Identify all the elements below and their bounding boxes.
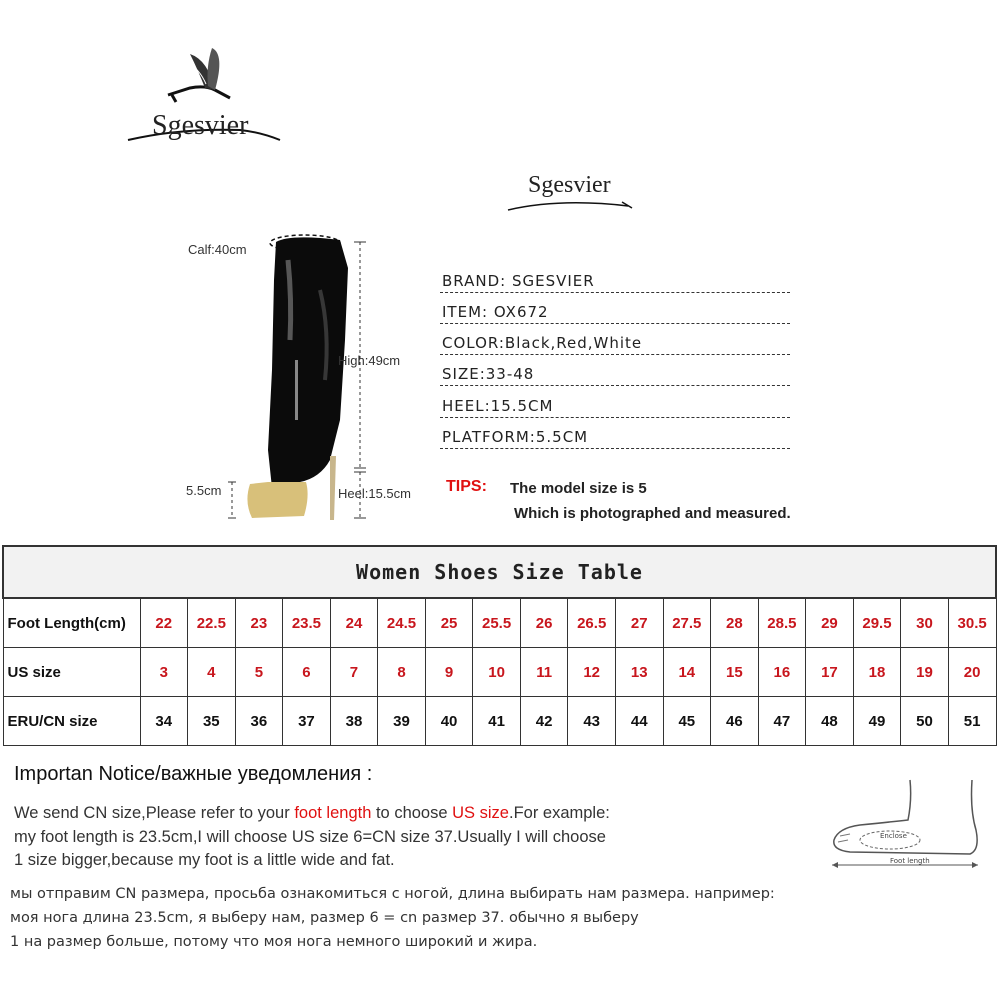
brand-logo-small [500, 170, 640, 220]
size-cell: 13 [615, 648, 663, 697]
size-cell: 24 [330, 598, 378, 648]
heel-label: Heel:15.5cm [338, 486, 411, 501]
logo-text-small: Sgesvier [528, 172, 611, 198]
size-cell: 40 [425, 697, 473, 746]
size-cell: 20 [948, 648, 996, 697]
platform-label: 5.5cm [186, 483, 222, 498]
size-cell: 37 [283, 697, 331, 746]
table-row [3, 648, 996, 697]
size-cell: 51 [948, 697, 996, 746]
size-cell: 3 [140, 648, 188, 697]
size-cell: 8 [378, 648, 426, 697]
row-label: ERU/CN size [3, 697, 140, 746]
size-cell: 35 [188, 697, 236, 746]
size-cell: 49 [853, 697, 901, 746]
size-cell: 28.5 [758, 598, 806, 648]
size-cell: 4 [188, 648, 236, 697]
size-cell: 41 [473, 697, 521, 746]
size-cell: 28 [711, 598, 759, 648]
size-cell: 25 [425, 598, 473, 648]
tips-text: The model size is 5 [510, 480, 647, 497]
height-label: High:49cm [338, 353, 401, 368]
size-cell: 29 [806, 598, 854, 648]
size-cell: 34 [140, 697, 188, 746]
size-cell: 25.5 [473, 598, 521, 648]
size-cell: 11 [520, 648, 568, 697]
size-cell: 7 [330, 648, 378, 697]
notice-ru-line-3: 1 на размер больше, потому что моя нога немного широкий и жира. [10, 934, 538, 950]
tips-text-2: Which is photographed and measured. [514, 505, 791, 522]
foot-length-label: Foot length [890, 857, 930, 865]
size-cell: 46 [711, 697, 759, 746]
row-label: Foot Length(cm) [3, 598, 140, 648]
size-cell: 39 [378, 697, 426, 746]
size-cell: 36 [235, 697, 283, 746]
size-cell: 10 [473, 648, 521, 697]
size-cell: 9 [425, 648, 473, 697]
size-cell: 14 [663, 648, 711, 697]
enclose-label: Enclose [880, 832, 907, 840]
table-row [3, 598, 996, 648]
size-cell: 38 [330, 697, 378, 746]
spec-color: COLOR:Black,Red,White [440, 332, 790, 360]
spec-heel: HEEL:15.5CM [440, 395, 790, 423]
size-cell: 45 [663, 697, 711, 746]
size-cell: 26.5 [568, 598, 616, 648]
notice-line-3: 1 size bigger,because my foot is a little wide and fat. [14, 851, 395, 869]
size-table [2, 545, 997, 746]
size-cell: 48 [806, 697, 854, 746]
notice-ru-line-2: моя нога длина 23.5cm, я выберу нам, размер 6 = cn размер 37. обычно я выберу [10, 910, 639, 926]
butterfly-heel-icon [120, 40, 290, 160]
size-cell: 30.5 [948, 598, 996, 648]
size-cell: 5 [235, 648, 283, 697]
size-cell: 30 [901, 598, 949, 648]
size-cell: 47 [758, 697, 806, 746]
size-cell: 18 [853, 648, 901, 697]
size-cell: 6 [283, 648, 331, 697]
highlight-foot-length: foot length [294, 804, 372, 822]
size-cell: 22 [140, 598, 188, 648]
size-cell: 50 [901, 697, 949, 746]
table-row [3, 697, 996, 746]
size-cell: 27.5 [663, 598, 711, 648]
spec-item: ITEM: OX672 [440, 301, 790, 329]
size-table-title: Women Shoes Size Table [3, 546, 996, 598]
notice-title: Importan Notice/важные уведомления : [14, 763, 373, 785]
size-cell: 19 [901, 648, 949, 697]
size-cell: 22.5 [188, 598, 236, 648]
swoosh-icon [500, 170, 640, 220]
spec-size: SIZE:33-48 [440, 363, 790, 391]
size-cell: 12 [568, 648, 616, 697]
spec-brand: BRAND: SGESVIER [440, 270, 790, 298]
size-cell: 44 [615, 697, 663, 746]
row-label: US size [3, 648, 140, 697]
logo-text: Sgesvier [152, 110, 249, 141]
highlight-us-size: US size [452, 804, 509, 822]
size-cell: 23 [235, 598, 283, 648]
size-cell: 43 [568, 697, 616, 746]
size-cell: 27 [615, 598, 663, 648]
size-cell: 15 [711, 648, 759, 697]
size-cell: 42 [520, 697, 568, 746]
brand-logo [120, 40, 290, 160]
notice-ru-line-1: мы отправим CN размера, просьба ознакомиться с ногой, длина выбирать нам размера. например: [10, 886, 775, 902]
size-cell: 24.5 [378, 598, 426, 648]
size-cell: 26 [520, 598, 568, 648]
tips-label: TIPS: [446, 478, 487, 495]
foot-measure-icon [820, 770, 990, 880]
size-cell: 29.5 [853, 598, 901, 648]
size-cell: 16 [758, 648, 806, 697]
size-cell: 23.5 [283, 598, 331, 648]
size-cell: 17 [806, 648, 854, 697]
notice-line-2: my foot length is 23.5cm,I will choose US size 6=CN size 37.Usually I will choose [14, 828, 606, 846]
spec-platform: PLATFORM:5.5CM [440, 426, 790, 454]
calf-label: Calf:40cm [188, 242, 247, 257]
notice-line-1: We send CN size,Please refer to your foot length to choose US size.For example: [14, 804, 610, 822]
